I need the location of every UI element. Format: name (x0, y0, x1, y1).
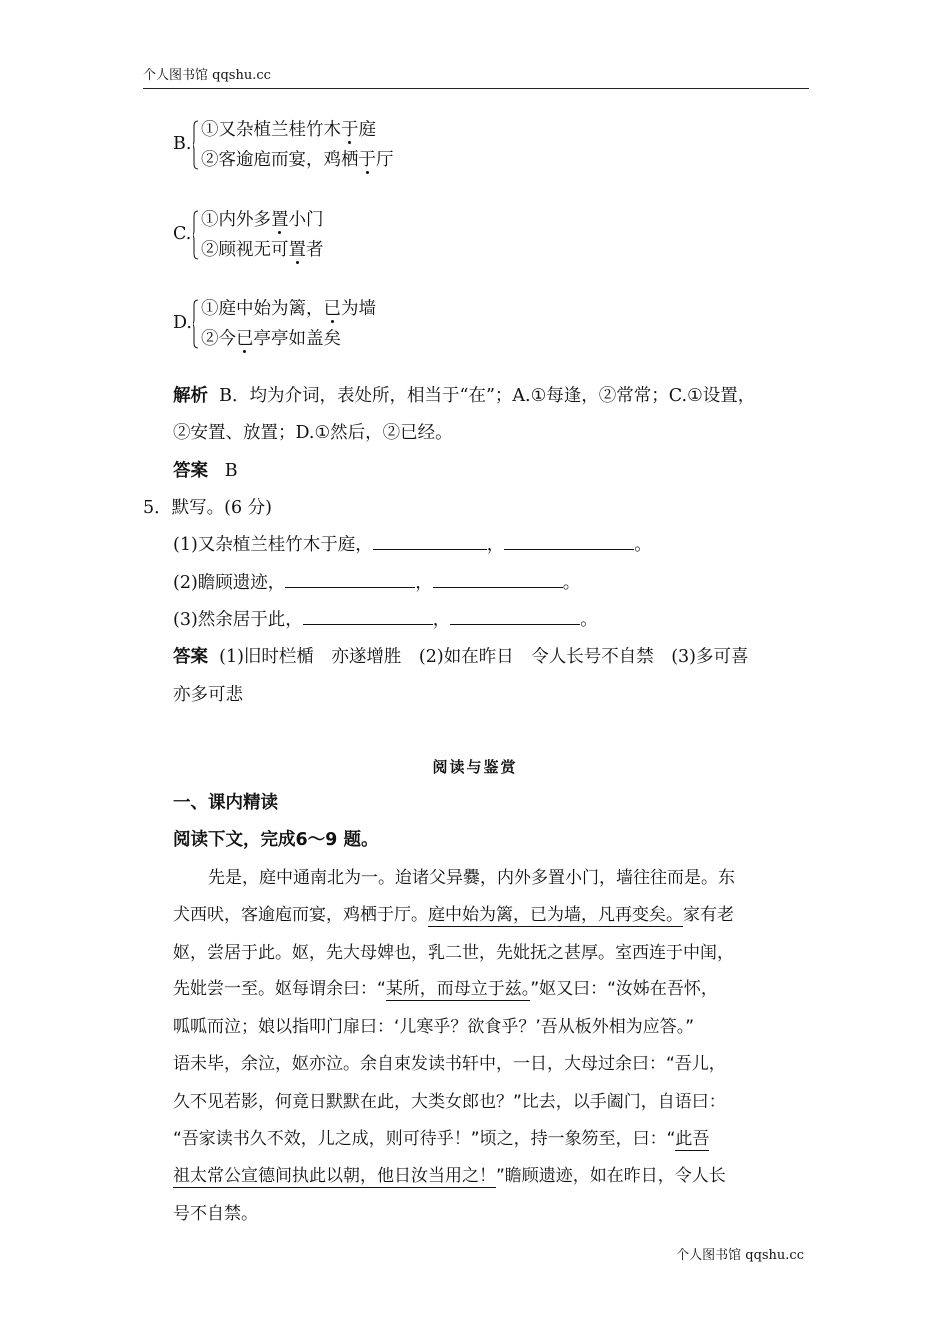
answer-blank (504, 533, 634, 550)
reading-instruction: 阅读下文，完成6～9 题。 (173, 830, 379, 850)
brace-icon (193, 299, 198, 349)
option-line-2: ②顾视无可置者 (201, 240, 324, 260)
option-letter: B. (173, 134, 192, 154)
answer-label: 答案 (173, 647, 208, 667)
q5-item-3: (3)然余居于此， ， 。 (173, 610, 598, 630)
answer-blank (303, 608, 433, 625)
analysis-line-2: ②安置、放置；D.①然后，②已经。 (173, 423, 453, 443)
passage-line: “吾家读书久不效，儿之成，则可待乎！”顷之，持一象笏至，曰：“此吾 (173, 1129, 710, 1149)
analysis-label: 解析 (173, 386, 208, 406)
underlined-sentence: 祖太常公宣德间执此以朝，他日汝当用之！ (173, 1166, 496, 1186)
option-letter: C. (173, 224, 192, 244)
answer-blank (433, 571, 563, 588)
passage-line: 妪，尝居于此。妪，先大母婢也，乳二世，先妣抚之甚厚。室西连于中闺， (173, 943, 734, 963)
answer-blank (450, 608, 580, 625)
underlined-sentence: 此吾 (675, 1129, 710, 1149)
header-text: 个人图书馆 qqshu.cc (143, 68, 271, 83)
q5-answer-line-1: 答案 (1)旧时栏楯 亦遂增胜 (2)如在昨日 令人长号不自禁 (3)多可喜 (173, 647, 749, 667)
brace-icon (193, 120, 198, 170)
q5-item-1: (1)又杂植兰桂竹木于庭， ， 。 (173, 535, 652, 555)
underlined-sentence: 庭中始为篱，已为墙，凡再变矣。 (428, 905, 683, 925)
answer-label: 答案 (173, 461, 208, 481)
page-footer (676, 1246, 804, 1266)
option-line-1: ①庭中始为篱，已为墙 (201, 299, 376, 319)
passage-line: 语未毕，余泣，妪亦泣。余自束发读书轩中，一日，大母过余曰：“吾儿， (173, 1054, 726, 1074)
passage-line: 呱呱而泣；娘以指叩门扉曰：‘儿寒乎？欲食乎？’吾从板外相为应答。” (173, 1017, 695, 1037)
option-line-1: ①内外多置小门 (201, 210, 324, 230)
answer-blank (285, 571, 415, 588)
passage-line: 犬西吠，客逾庖而宴，鸡栖于厅。庭中始为篱，已为墙，凡再变矣。家有老 (173, 905, 734, 925)
section-subtitle: 一、课内精读 (173, 793, 278, 813)
option-letter: D. (173, 313, 192, 333)
footer-text: 个人图书馆 qqshu.cc (676, 1248, 804, 1263)
q5-item-2: (2)瞻顾遗迹， ， 。 (173, 573, 581, 593)
underlined-sentence: 某所，而母立于兹。 (385, 979, 531, 999)
question-5-title: 5．默写。(6 分) (143, 498, 272, 518)
option-line-2: ②客逾庖而宴，鸡栖于厅 (201, 150, 394, 170)
passage-line: 祖太常公宣德间执此以朝，他日汝当用之！”瞻顾遗迹，如在昨日，令人长 (173, 1166, 726, 1186)
analysis-line-1: 解析 B．均为介词，表处所，相当于“在”；A.①每逢，②常常；C.①设置， (173, 386, 756, 406)
page-header (143, 66, 809, 89)
passage-line: 先是，庭中通南北为一。迨诸父异爨，内外多置小门，墙往往而是。东 (208, 868, 735, 888)
option-line-2: ②今已亭亭如盖矣 (201, 329, 341, 349)
brace-icon (193, 210, 198, 260)
answer-4: 答案 B (173, 461, 238, 481)
section-title: 阅读与鉴赏 (432, 758, 518, 776)
passage-line: 先妣尝一至。妪每谓余曰：“某所，而母立于兹。”妪又曰：“汝姊在吾怀， (173, 979, 718, 999)
option-line-1: ①又杂植兰桂竹木于庭 (201, 120, 376, 140)
passage-line: 号不自禁。 (173, 1204, 258, 1224)
passage-line: 久不见若影，何竟日默默在此，大类女郎也？”比去，以手阖门，自语曰： (173, 1092, 726, 1112)
q5-answer-line-2: 亦多可悲 (173, 685, 243, 705)
answer-blank (373, 533, 487, 550)
